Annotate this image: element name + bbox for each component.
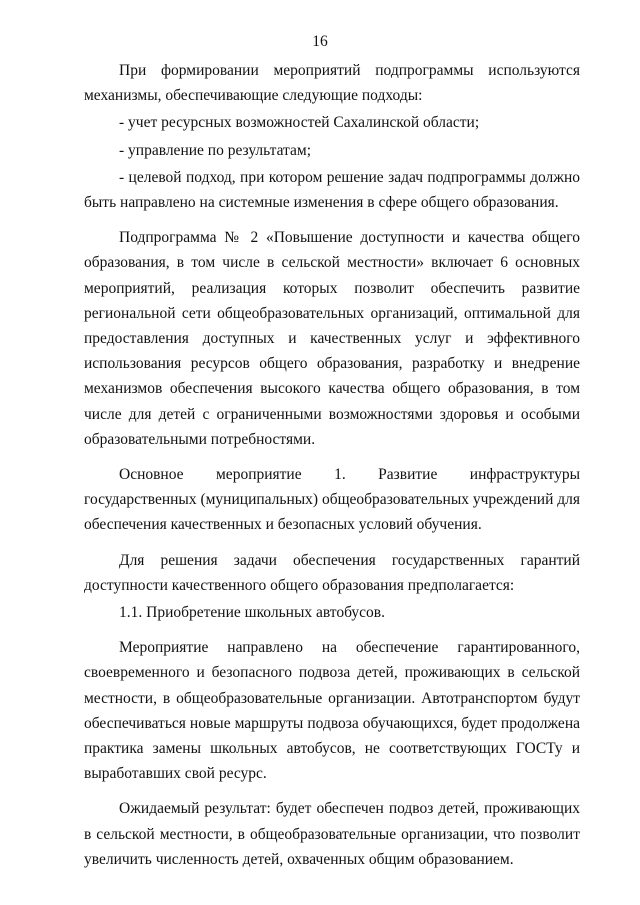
paragraph-approaches-intro: При формировании мероприятий подпрограммы используются механизмы, обеспечивающие следующие подходы: [84,62,580,105]
paragraph-school-buses: 1.1. Приобретение школьных автобусов. [119,604,385,622]
list-item-target-approach: - целевой подход, при котором решение задач подпрограммы должно быть направлено на системные изменения в сфере общего образования. [84,168,580,212]
page-number: 16 [312,33,328,50]
list-item-resources: - учет ресурсных возможностей Сахалинской области; [119,114,480,132]
paragraph-expected-result: Ожидаемый результат: будет обеспечен подвоз детей, проживающих в сельской местности, в общеобразовательные организации, что позволит увеличить численность детей, охваченных общим образованием. [84,800,580,868]
paragraph-measure-description: Мероприятие направлено на обеспечение гарантированного, своевременного и безопасного подвоза детей, проживающих в сельской местности, в общеобразовательные организации. Автотранспортом будут обеспечиваться новые маршруты подвоза обучающихся, будет продолжена практика замены школьных автобусов, не соответствующих ГОСТу и выработавших свой ресурс. [84,639,580,783]
paragraph-subprogram-2: Подпрограмма № 2 «Повышение доступности и качества общего образования, в том числе в сельской местности» включает 6 основных мероприятий, реализация которых позволит обеспечить развитие региональной сети общеобразовательных организаций, оптимальной для предоставления доступных и качественных услуг и эффективного использования ресурсов общего образования, разработку и внедрение механизмов обеспечения высокого качества общего образования, в том числе для детей с ограниченными возможностями здоровья и особыми образовательными потребностями. [84,229,580,448]
paragraph-guarantees: Для решения задачи обеспечения государственных гарантий доступности качественного общего образования предполагается: [84,551,580,594]
paragraph-main-measure-1: Основное мероприятие 1. Развитие инфраструктуры государственных (муниципальных) общеобразовательных учреждений для обеспечения качественных и безопасных условий обучения. [84,466,581,534]
list-item-results: - управление по результатам; [119,141,312,159]
document-body [84,58,580,872]
